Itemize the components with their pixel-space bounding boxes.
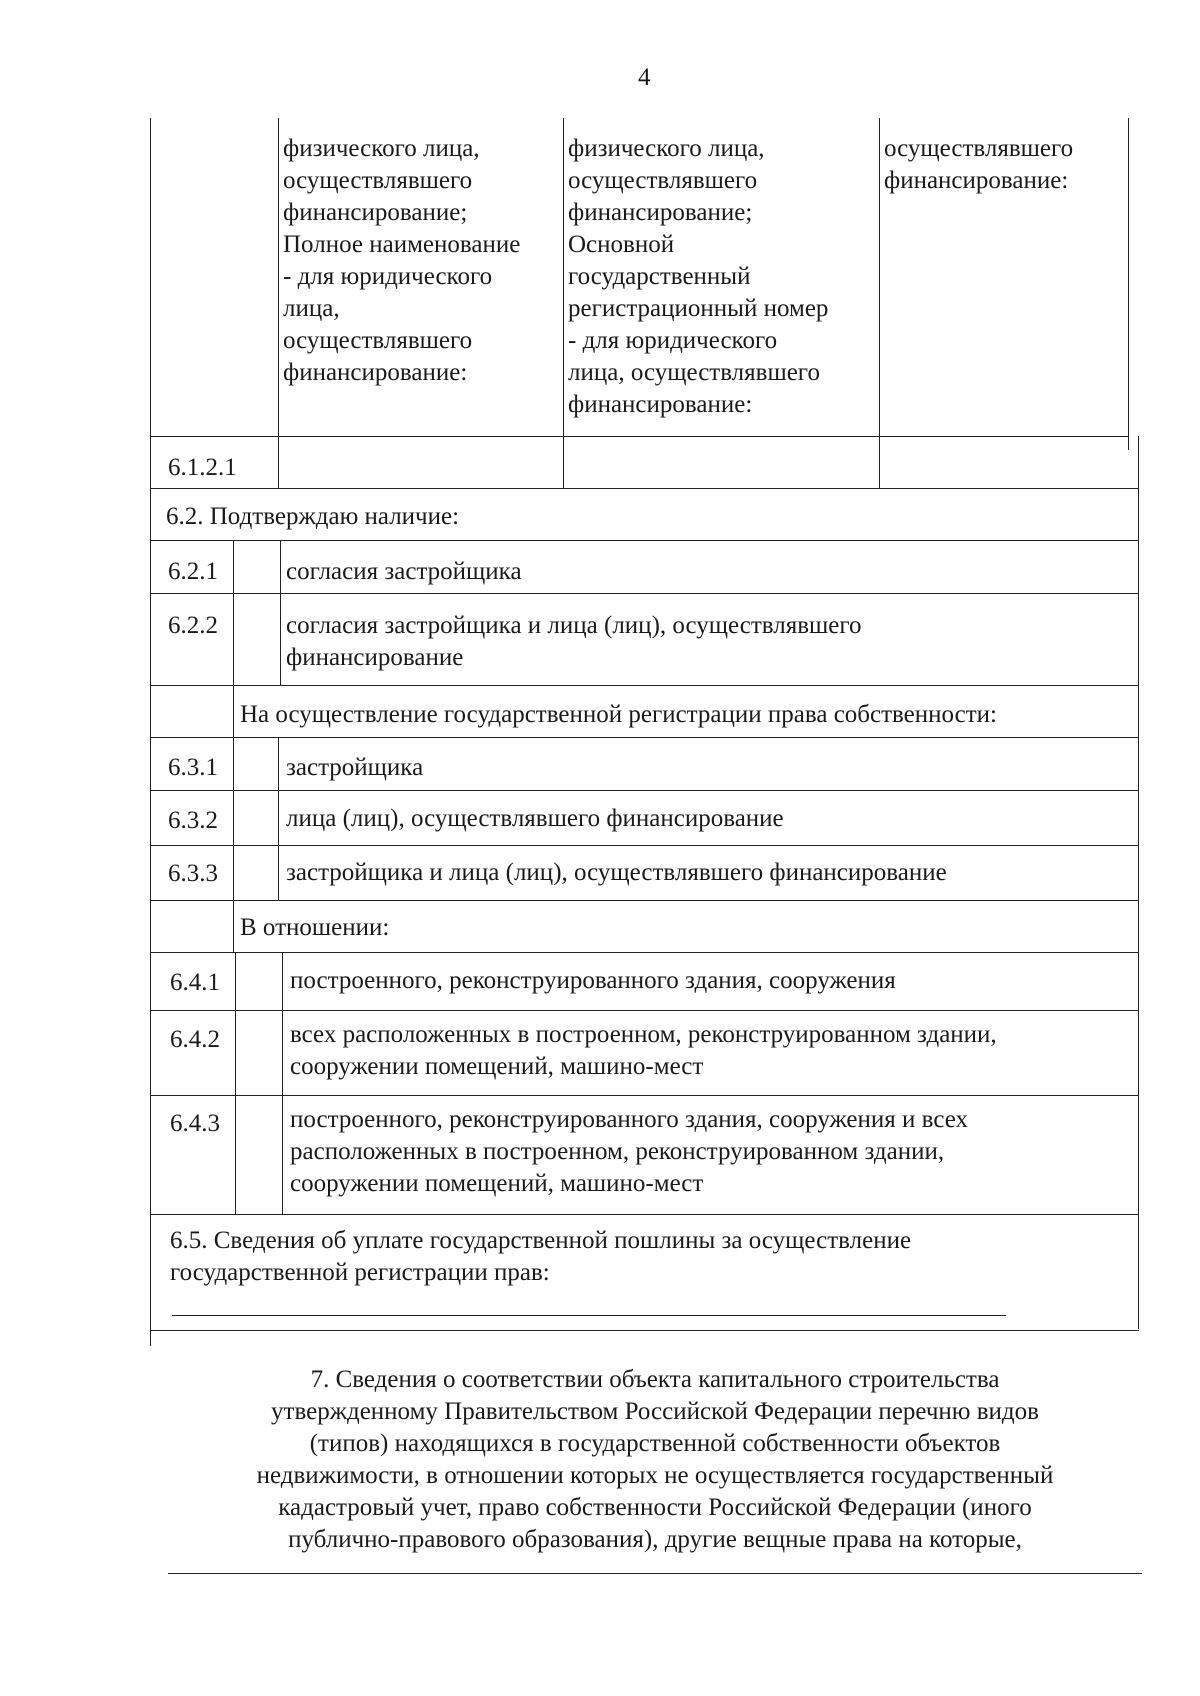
item-number: 6.2.1 bbox=[168, 558, 218, 585]
item-number: 6.4.1 bbox=[170, 969, 220, 996]
footer-rule bbox=[168, 1573, 1142, 1574]
item-text: застройщика bbox=[286, 754, 424, 781]
item-text: построенного, реконструированного здания, сооружения и всех расположенных в построенном, реконструированном здании, сооружении помещений, машино-мест bbox=[290, 1106, 968, 1197]
financier-ogrn-cell: физического лица, осуществлявшего финансирование; Основной государственный регистрационный номер - для юридического лица, осуществлявшего финансирование: bbox=[568, 135, 829, 418]
page-number: 4 bbox=[638, 64, 651, 91]
item-number: 6.4.3 bbox=[170, 1110, 220, 1137]
item-text: лица (лиц), осуществлявшего финансирование bbox=[286, 805, 784, 832]
section-6-4-header: В отношении: bbox=[240, 914, 390, 941]
fee-blank-line bbox=[172, 1315, 1006, 1316]
item-number: 6.4.2 bbox=[170, 1026, 220, 1053]
item-text: застройщика и лица (лиц), осуществлявшего финансирование bbox=[286, 859, 947, 886]
item-number: 6.3.2 bbox=[168, 807, 218, 834]
item-number: 6.2.2 bbox=[168, 612, 218, 639]
section-6-5-text: 6.5. Сведения об уплате государственной пошлины за осуществление государственной регистрации прав: bbox=[170, 1227, 912, 1286]
row-number-6-1-2-1: 6.1.2.1 bbox=[168, 454, 237, 481]
item-number: 6.3.1 bbox=[168, 754, 218, 781]
item-text: согласия застройщика и лица (лиц), осуществлявшего финансирование bbox=[286, 612, 862, 671]
financier-extra-cell: осуществлявшего финансирование: bbox=[884, 135, 1074, 194]
section-7-text: 7. Сведения о соответствии объекта капитального строительства утвержденному Правительством Российской Федерации перечню видов (типов) находящихся в государственной собственности объектов недвижимости, в отношении которых не осуществляется государственный кадастровый учет, право собственности Российской Федерации (иного публично-правового образования), другие вещные права на которые, bbox=[256, 1366, 1054, 1553]
section-6-2-header: 6.2. Подтверждаю наличие: bbox=[166, 503, 460, 530]
item-number: 6.3.3 bbox=[168, 860, 218, 887]
financier-name-cell: физического лица, осуществлявшего финансирование; Полное наименование - для юридического лица, осуществлявшего финансирование: bbox=[283, 135, 521, 386]
item-text: всех расположенных в построенном, реконструированном здании, сооружении помещений, машино-мест bbox=[290, 1021, 997, 1080]
item-text: построенного, реконструированного здания, сооружения bbox=[290, 967, 896, 994]
section-6-3-header: На осуществление государственной регистрации права собственности: bbox=[240, 701, 998, 728]
item-text: согласия застройщика bbox=[286, 558, 522, 585]
